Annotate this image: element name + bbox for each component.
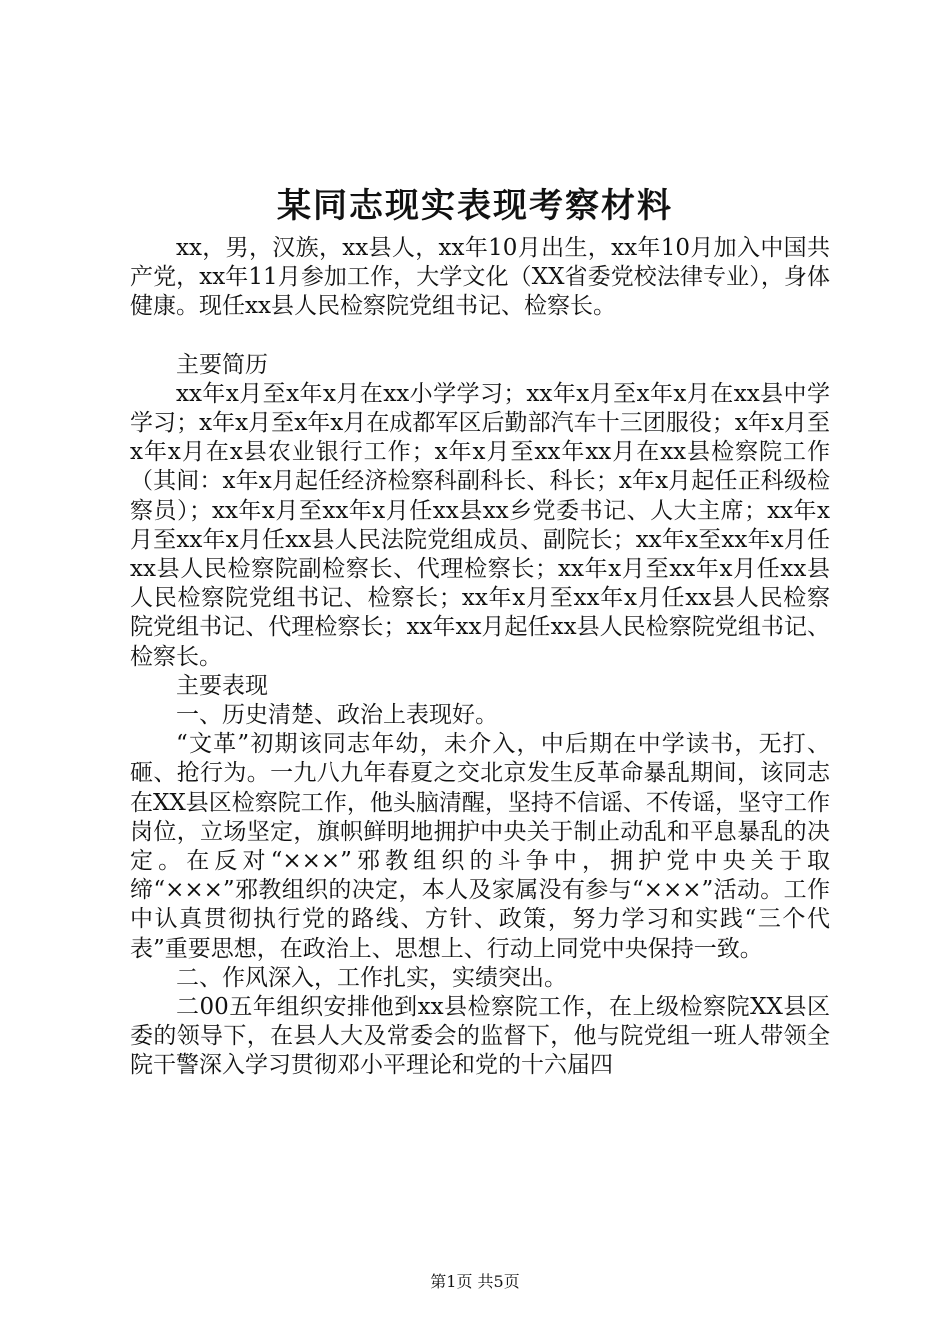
resume-paragraph: xx年x月至x年x月在xx小学学习；xx年x月至x年x月在xx县中学学习；x年x月至x年x月在成都军区后勤部汽车十三团服役；x年x月至x年x月在x县农业银行工作；x年x月至xx年xx月在xx县检察院工作（其间：x年x月起任经济检察科副科长、科长；x年x月起任正科级检察员）；xx年x月至xx年x月任xx县xx乡党委书记、人大主席；xx年x月至xx年x月任xx县人民法院党组成员、副院长；xx年x至xx年x月任xx县人民检察院副检察长、代理检察长；xx年x月至xx年x月任xx县人民检察院党组书记、检察长；xx年x月至xx年x月任xx县人民检察院党组书记、代理检察长；xx年xx月起任xx县人民检察院党组书记、检察长。 [130,380,830,670]
paragraph-spacer [130,322,830,351]
personal-info-paragraph: xx，男，汉族，xx县人，xx年10月出生，xx年10月加入中国共产党，xx年11月参加工作，大学文化（XX省委党校法律专业），身体健康。现任xx县人民检察院党组书记、检察长。 [130,235,830,320]
work-style-paragraph: 二00五年组织安排他到xx县检察院工作，在上级检察院XX县区委的领导下，在县人大及常委会的监督下，他与院党组一班人带领全院干警深入学习贯彻邓小平理论和党的十六届四 [130,994,830,1079]
section-heading-resume: 主要简历 [176,351,268,378]
document-title: 某同志现实表现考察材料 [277,186,673,226]
political-paragraph: “文革”初期该同志年幼，未介入，中后期在中学读书，无打、砸、抢行为。一九八九年春夏之交北京发生反革命暴乱期间，该同志在XX县区检察院工作，他头脑清醒，坚持不信谣、不传谣，坚守工作岗位，立场坚定，旗帜鲜明地拥护中央关于制止动乱和平息暴乱的决定。在反对“×××”邪教组织的斗争中，拥护党中央关于取缔“×××”邪教组织的决定，本人及家属没有参与“×××”活动。工作中认真贯彻执行党的路线、方针、政策，努力学习和实践“三个代表”重要思想，在政治上、思想上、行动上同党中央保持一致。 [130,731,830,962]
section-heading-performance: 主要表现 [176,672,268,699]
document-body [130,234,830,1081]
subheading-work-style: 二、作风深入，工作扎实，实绩突出。 [176,964,567,991]
page-number-footer: 第1页 共5页 [430,1272,520,1291]
subheading-political: 一、历史清楚、政治上表现好。 [176,702,498,729]
